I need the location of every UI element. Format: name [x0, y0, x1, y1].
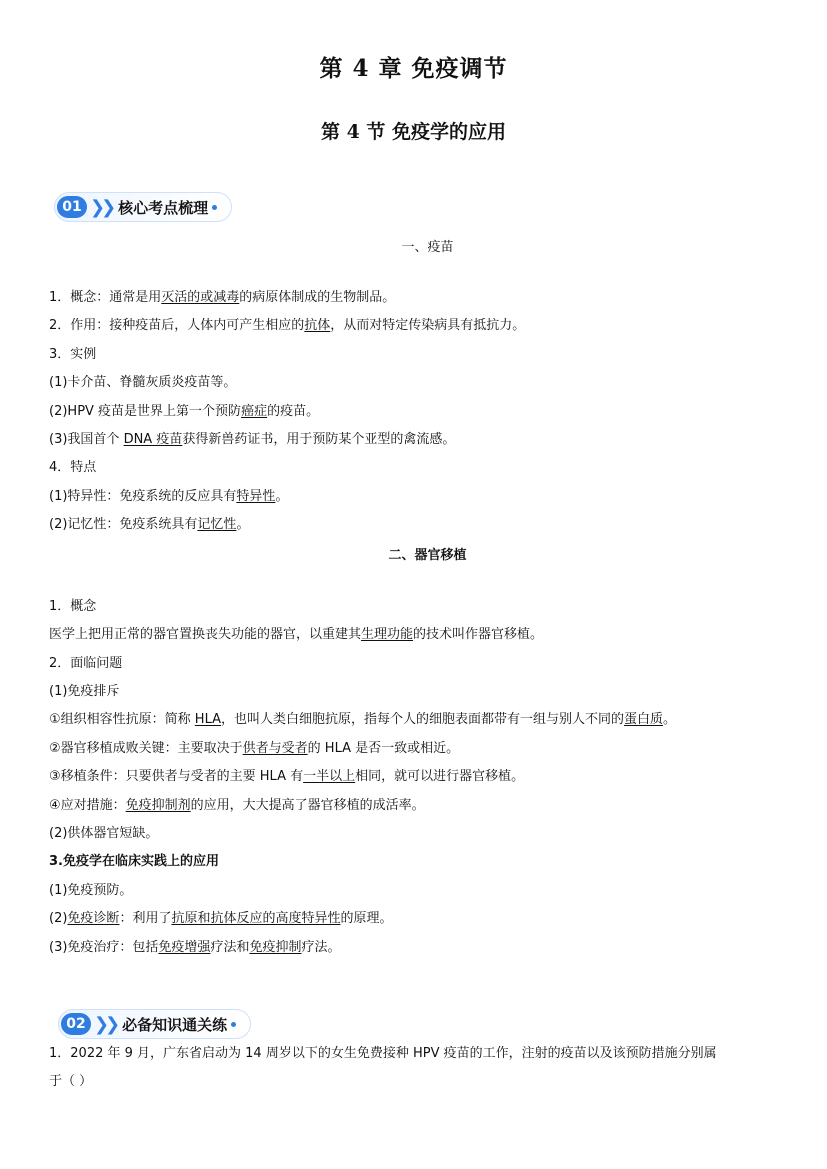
core-points-banner	[54, 192, 232, 222]
dot-icon	[212, 205, 217, 210]
dot-icon	[231, 1022, 236, 1027]
text-line: 1．概念	[49, 599, 97, 614]
text-line: 3.免疫学在临床实践上的应用	[49, 854, 219, 869]
chevron-right-icon: ❯❯	[94, 1013, 117, 1035]
text-line: ①组织相容性抗原：简称 HLA，也叫人类白细胞抗原，指每个人的细胞表面都带有一组与别人不同的蛋白质。	[49, 712, 677, 727]
banner-label: 核心考点梳理	[118, 198, 209, 217]
banner-number: 01	[57, 196, 87, 218]
heading-vaccine: 一、疫苗	[401, 240, 454, 255]
text-line: 4．特点	[49, 460, 97, 475]
text-line: (2)免疫诊断：利用了抗原和抗体反应的高度特异性的原理。	[49, 911, 393, 926]
text-line: 1．概念：通常是用灭活的或减毒的病原体制成的生物制品。	[49, 290, 396, 305]
text-line: (3)我国首个 DNA 疫苗获得新兽药证书，用于预防某个亚型的禽流感。	[49, 432, 456, 447]
text-line: (1)免疫预防。	[49, 883, 133, 898]
banner-label: 必备知识通关练	[122, 1015, 228, 1034]
text-line: (2)HPV 疫苗是世界上第一个预防癌症的疫苗。	[49, 404, 320, 419]
text-line: (1)卡介苗、脊髓灰质炎疫苗等。	[49, 375, 237, 390]
chapter-title: 第 4 章 免疫调节	[319, 55, 508, 82]
question-text: 于（ ）	[49, 1074, 93, 1089]
text-line: 3．实例	[49, 347, 97, 362]
banner-number: 02	[61, 1013, 91, 1035]
text-line: 2．面临问题	[49, 656, 123, 671]
heading-organ-transplant: 二、器官移植	[388, 548, 467, 563]
text-line: ②器官移植成败关键：主要取决于供者与受者的 HLA 是否一致或相近。	[49, 741, 460, 756]
section-title: 第 4 节 免疫学的应用	[320, 121, 507, 143]
text-line: 医学上把用正常的器官置换丧失功能的器官，以重建其生理功能的技术叫作器官移植。	[49, 627, 544, 642]
question-text: 1．2022 年 9 月，广东省启动为 14 周岁以下的女生免费接种 HPV 疫苗的工作，注射的疫苗以及该预防措施分别属	[49, 1046, 717, 1061]
knowledge-practice-banner	[58, 1009, 251, 1039]
text-line: (1)免疫排斥	[49, 684, 120, 699]
text-line: (2)记忆性：免疫系统具有记忆性。	[49, 517, 250, 532]
text-line: (1)特异性：免疫系统的反应具有特异性。	[49, 489, 289, 504]
text-line: ④应对措施：免疫抑制剂的应用，大大提高了器官移植的成活率。	[49, 798, 425, 813]
chevron-right-icon: ❯❯	[90, 196, 113, 218]
text-line: (3)免疫治疗：包括免疫增强疗法和免疫抑制疗法。	[49, 940, 341, 955]
text-line: 2．作用：接种疫苗后，人体内可产生相应的抗体，从而对特定传染病具有抵抗力。	[49, 318, 526, 333]
text-line: (2)供体器官短缺。	[49, 826, 159, 841]
text-line: ③移植条件：只要供者与受者的主要 HLA 有一半以上相同，就可以进行器官移植。	[49, 769, 525, 784]
